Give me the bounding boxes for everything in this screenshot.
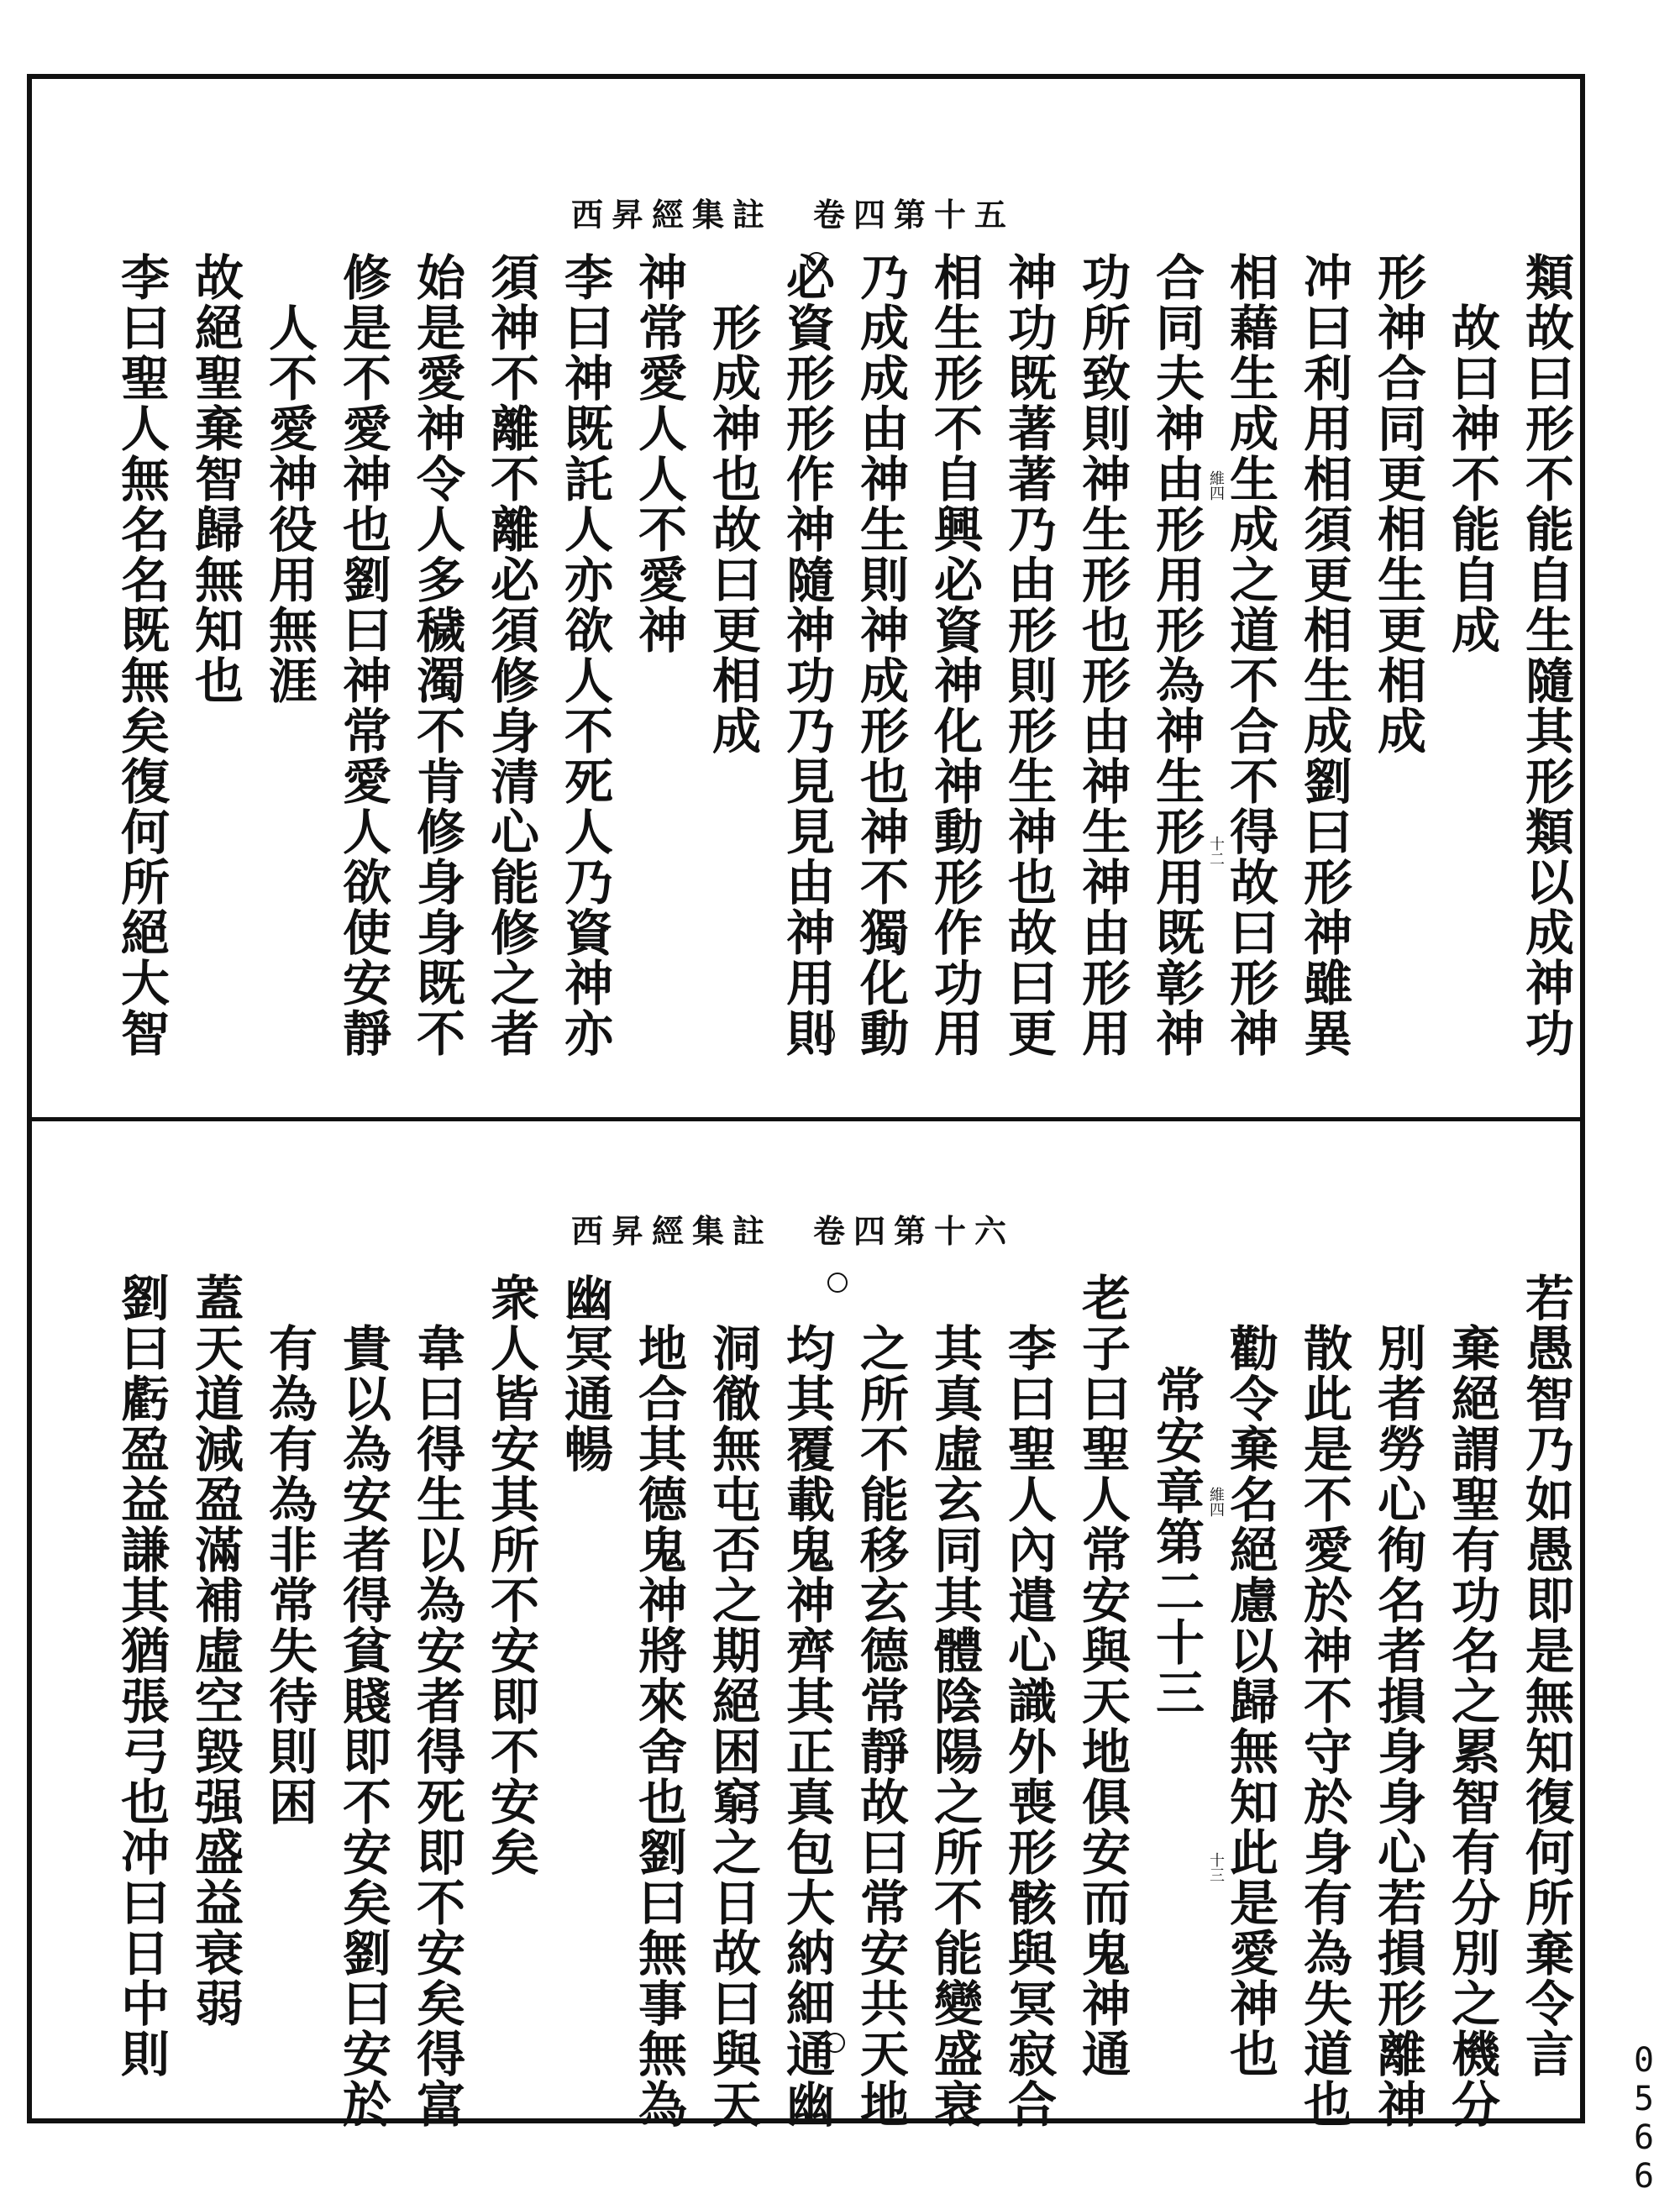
top-text-column: 李曰聖人無名名既無矣復何所絕大智 (113, 252, 170, 1058)
punctuation-circle (815, 1025, 835, 1045)
bottom-text-column: 其真虛玄同其體陰陽之所不能變盛衰 (926, 1323, 983, 2129)
bottom-text-column: 常安章第二十三 (1147, 1365, 1205, 1718)
bottom-text-column: 均其覆載鬼神齊其正真包大納細通幽 (778, 1323, 835, 2129)
punctuation-circle (827, 1273, 848, 1293)
top-text-column: 形神合同更相生更相成 (1369, 252, 1426, 756)
bottom-text-column: 貴以為安者得貧賤即不安矣劉曰安於 (334, 1323, 391, 2129)
top-text-column: 須神不離不離必須修身清心能修之者 (482, 252, 539, 1058)
bottom-text-column: 李曰聖人內遣心識外喪形骸與冥寂合 (1000, 1323, 1057, 2129)
bottom-text-column: 劉曰虧盈益謙其猶張弓也冲曰日中則 (113, 1273, 170, 2079)
page-number: 0566 (1625, 2041, 1663, 2196)
bottom-text-column: 棄絕謂聖有功名之累智有分別之機分 (1443, 1323, 1500, 2129)
bottom-header: 西昇經集註 卷四第十六 (571, 1212, 1016, 1250)
bottom-text-column: 勸令棄名絕慮以歸無知此是愛神也 (1221, 1323, 1278, 2079)
top-text-column: 修是不愛神也劉曰神常愛人欲使安靜 (334, 252, 391, 1058)
top-text-column: 必資形形作神隨神功乃見見由神用則 (778, 252, 835, 1058)
top-text-column: 冲曰利用相須更相生成劉曰形神雖異 (1295, 252, 1352, 1058)
top-text-column: 李曰神既託人亦欲人不死人乃資神亦 (556, 252, 613, 1058)
top-folio-a: 維四 (1207, 470, 1225, 501)
bottom-text-column: 有為有為非常失待則困 (260, 1323, 318, 1827)
bottom-text-column: 老子曰聖人常安與天地俱安而鬼神通 (1074, 1273, 1131, 2079)
bottom-text-column: 衆人皆安其所不安即不安矣 (482, 1273, 539, 1877)
punctuation-circle (806, 252, 827, 272)
top-header: 西昇經集註 卷四第十五 (571, 196, 1016, 234)
bottom-folio-a: 維四 (1207, 1487, 1225, 1517)
top-text-column: 形成神也故曰更相成 (704, 302, 761, 756)
bottom-text-column: 若愚智乃如愚即是無知復何所棄令言 (1517, 1273, 1574, 2079)
top-text-column: 神功既著著乃由形則形生神也故曰更 (1000, 252, 1057, 1058)
bottom-text-column: 韋曰得生以為安者得死即不安矣得富 (408, 1323, 465, 2129)
bottom-text-column: 蓋天道減盈滿補虛空毀强盛益衰弱 (186, 1273, 244, 2028)
bottom-text-column: 洞徹無屯否之期絕困窮之日故曰與天 (704, 1323, 761, 2129)
top-text-column: 相藉生成生成之道不合不得故曰形神 (1221, 252, 1278, 1058)
top-text-column: 故絕聖棄智歸無知也 (186, 252, 244, 706)
page-divider (27, 1117, 1585, 1121)
punctuation-circle (825, 2033, 845, 2053)
top-text-column: 故曰神不能自成 (1443, 302, 1500, 655)
top-text-column: 類故曰形不能自生隨其形類以成神功 (1517, 252, 1574, 1058)
top-text-column: 人不愛神役用無涯 (260, 302, 318, 706)
top-folio-b: 十二 (1207, 836, 1225, 866)
bottom-text-column: 之所不能移玄德常靜故曰常安共天地 (852, 1323, 909, 2129)
top-text-column: 相生形不自興必資神化神動形作功用 (926, 252, 983, 1058)
top-text-column: 功所致則神生形也形由神生神由形用 (1074, 252, 1131, 1058)
top-text-column: 合同夫神由形用形為神生形用既彰神 (1147, 252, 1205, 1058)
bottom-text-column: 別者勞心徇名者損身身心若損形離神 (1369, 1323, 1426, 2129)
bottom-text-column: 地合其德鬼神將來舍也劉曰無事無為 (630, 1323, 687, 2129)
bottom-text-column: 散此是不愛於神不守於身有為失道也 (1295, 1323, 1352, 2129)
top-text-column: 神常愛人人不愛神 (630, 252, 687, 655)
top-text-column: 始是愛神令人多穢濁不肯修身身既不 (408, 252, 465, 1058)
bottom-folio-b: 十三 (1207, 1852, 1225, 1882)
bottom-text-column: 幽冥通暢 (556, 1273, 613, 1474)
top-text-column: 乃成成由神生則神成形也神不獨化動 (852, 252, 909, 1058)
